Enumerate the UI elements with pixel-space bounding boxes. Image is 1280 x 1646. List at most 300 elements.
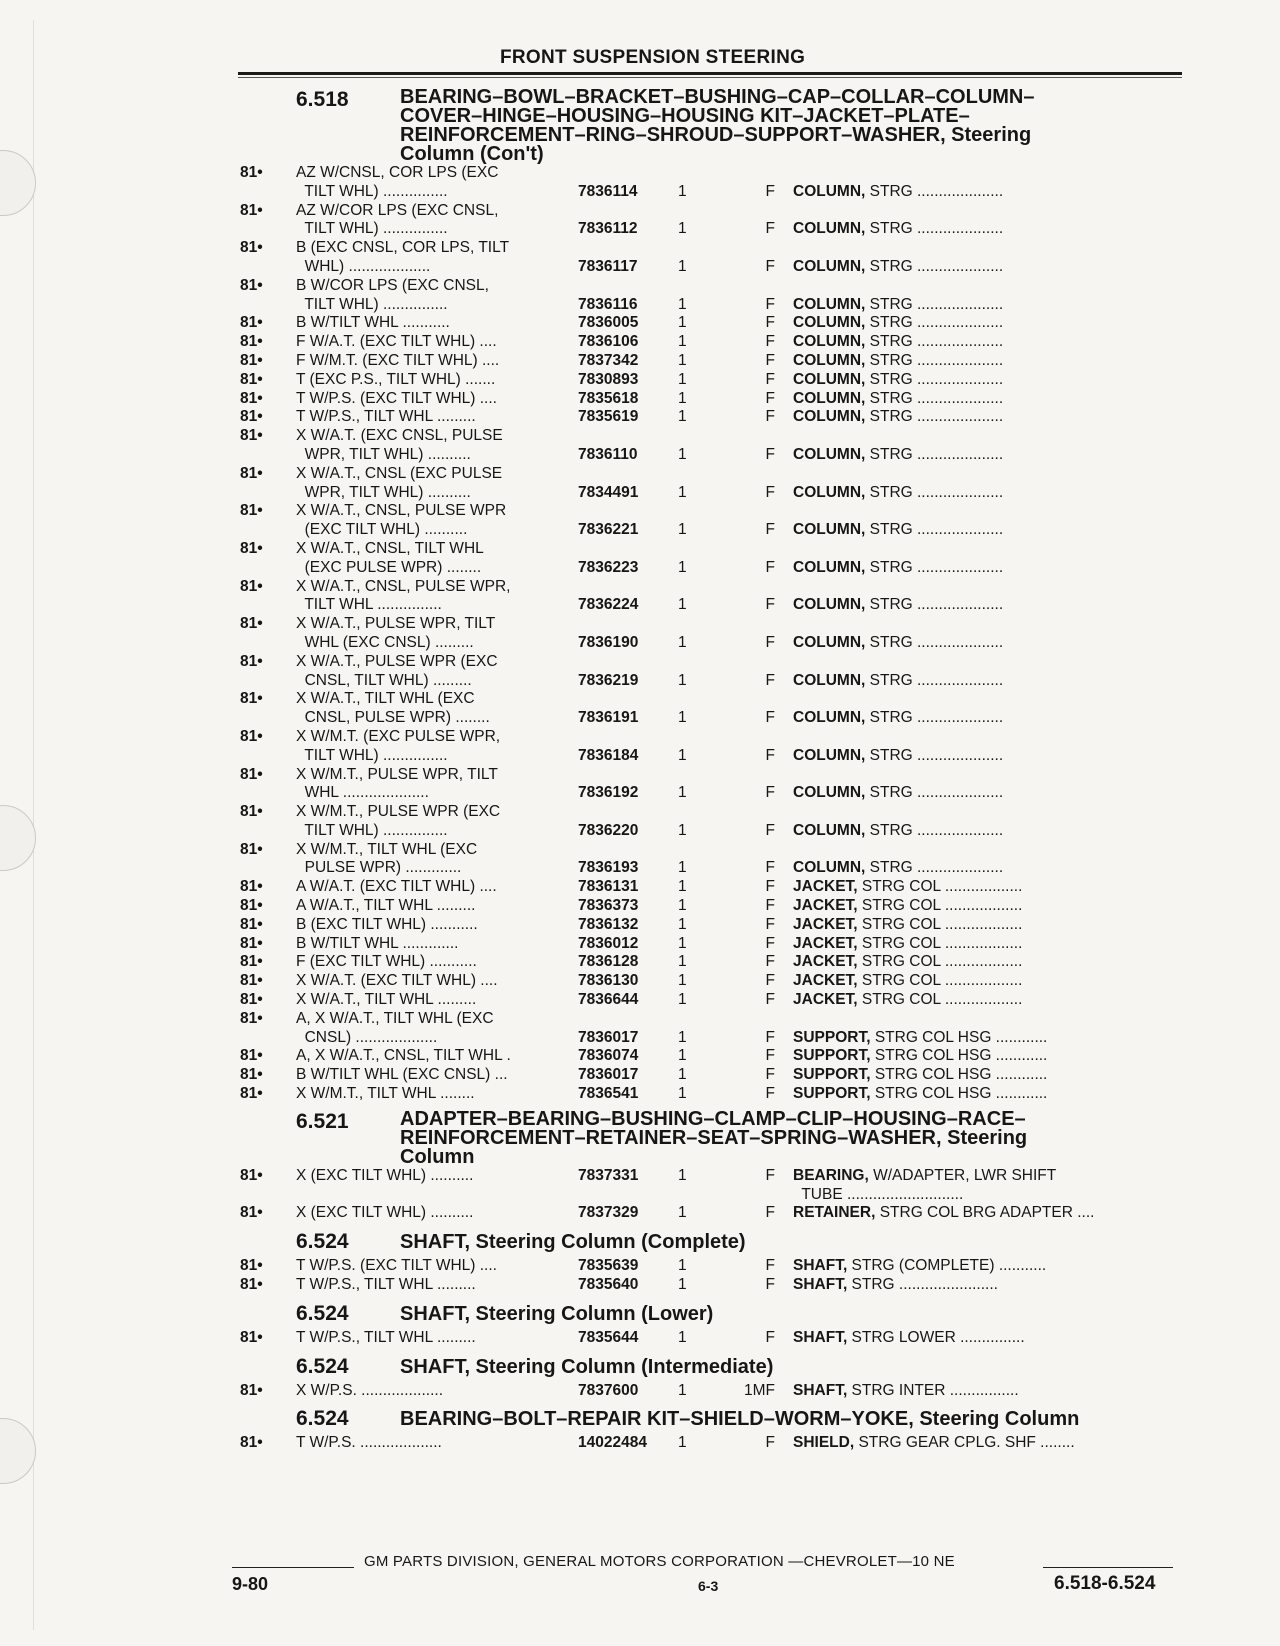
application-description: WPR, TILT WHL) .......... — [296, 445, 471, 463]
quantity: 1 — [678, 709, 687, 727]
source-flag: F — [765, 709, 775, 727]
application-description: X (EXC TILT WHL) .......... — [296, 1166, 474, 1184]
part-name — [793, 1257, 1190, 1276]
quantity — [678, 164, 733, 183]
quantity — [678, 202, 733, 221]
application-description: X W/A.T., CNSL, PULSE WPR — [296, 502, 507, 520]
application-description: X W/A.T. (EXC CNSL, PULSE — [296, 427, 503, 445]
part-number — [578, 427, 678, 446]
model-code — [240, 747, 296, 766]
quantity: 1 — [678, 408, 687, 426]
source-flag: F — [765, 596, 775, 614]
source-flag — [733, 202, 793, 221]
part-name — [793, 465, 1190, 484]
application-description: X W/P.S. ................... — [296, 1381, 444, 1399]
source-flag — [733, 465, 793, 484]
part-name-detail: STRG COL HSG ............ — [870, 1085, 1048, 1103]
table-row — [240, 277, 1190, 296]
model-code — [240, 521, 296, 540]
table-row — [240, 239, 1190, 258]
part-name-noun: SUPPORT, — [793, 1028, 871, 1046]
model-code: 81• — [240, 389, 263, 407]
quantity — [678, 615, 733, 634]
source-flag — [733, 615, 793, 634]
part-number: 7836190 — [578, 633, 639, 651]
model-code — [240, 220, 296, 239]
table-row — [240, 1010, 1190, 1029]
table-row — [240, 766, 1190, 785]
quantity: 1 — [678, 351, 687, 369]
application-description: TILT WHL ............... — [296, 596, 442, 614]
part-name — [793, 183, 1190, 202]
source-flag — [733, 164, 793, 183]
part-name-noun: COLUMN, — [793, 220, 866, 238]
part-name-noun: JACKET, — [793, 991, 858, 1009]
application-description: WHL (EXC CNSL) ......... — [296, 633, 474, 651]
part-name — [793, 897, 1190, 916]
quantity: 1 — [678, 389, 687, 407]
footer-rule — [1043, 1567, 1173, 1568]
parts-listing — [240, 88, 1190, 1453]
part-number: 7836373 — [578, 897, 639, 915]
part-number — [578, 164, 678, 183]
source-flag: F — [765, 445, 775, 463]
part-name-detail: STRG LOWER ............... — [847, 1328, 1025, 1346]
model-code: 81• — [240, 991, 263, 1009]
part-name-noun: JACKET, — [793, 897, 858, 915]
quantity: 1 — [678, 1085, 687, 1103]
table-row — [240, 502, 1190, 521]
table-row — [240, 1047, 1190, 1066]
model-code: 81• — [240, 972, 263, 990]
part-name — [793, 1204, 1190, 1223]
part-name-noun: COLUMN, — [793, 671, 866, 689]
source-flag: F — [765, 784, 775, 802]
model-code: 81• — [240, 1276, 263, 1294]
footer-publisher: GM PARTS DIVISION, GENERAL MOTORS CORPORATION —CHEVROLET—10 NE — [364, 1553, 955, 1570]
part-name — [793, 766, 1190, 785]
application-description: T W/P.S., TILT WHL ......... — [296, 1276, 476, 1294]
part-name — [793, 672, 1190, 691]
part-name-detail: STRG .................... — [865, 351, 1004, 369]
source-flag — [733, 427, 793, 446]
part-number: 7837342 — [578, 351, 639, 369]
part-name-detail: STRG COL .................. — [857, 991, 1023, 1009]
part-number: 7835618 — [578, 389, 639, 407]
application-description: X W/A.T. (EXC TILT WHL) .... — [296, 972, 498, 990]
part-name — [793, 164, 1190, 183]
section-number: 6.524 — [296, 1407, 349, 1431]
part-number — [578, 1186, 678, 1205]
part-name-detail: STRG .................... — [865, 182, 1004, 200]
source-flag: F — [765, 1166, 775, 1184]
header-rule — [238, 77, 1182, 78]
application-description: A, X W/A.T., TILT WHL (EXC — [296, 1009, 494, 1027]
application-description: (EXC TILT WHL) .......... — [296, 521, 468, 539]
table-row — [240, 803, 1190, 822]
model-code: 81• — [240, 314, 263, 332]
part-name — [793, 1010, 1190, 1029]
quantity: 1 — [678, 182, 687, 200]
model-code — [240, 258, 296, 277]
source-flag: F — [765, 878, 775, 896]
part-name — [793, 390, 1190, 409]
source-flag: F — [765, 1328, 775, 1346]
footer-page-number: 6-3 — [698, 1578, 719, 1594]
part-name — [793, 803, 1190, 822]
part-number — [578, 766, 678, 785]
section-title-line: ADAPTER–BEARING–BUSHING–CLAMP–CLIP–HOUSING–RACE– — [400, 1107, 1026, 1130]
quantity: 1 — [678, 671, 687, 689]
part-number: 7836012 — [578, 934, 639, 952]
part-name-detail: STRG .................... — [865, 370, 1004, 388]
part-name-noun: COLUMN, — [793, 408, 866, 426]
source-flag: F — [765, 182, 775, 200]
binder-hole — [0, 150, 36, 216]
footer-section-range: 6.518-6.524 — [1054, 1573, 1156, 1594]
model-code: 81• — [240, 427, 263, 445]
quantity: 1 — [678, 1166, 687, 1184]
model-code: 81• — [240, 1066, 263, 1084]
section-title-line: SHAFT, Steering Column (Intermediate) — [400, 1355, 774, 1378]
part-name — [793, 615, 1190, 634]
section-heading — [240, 1408, 1190, 1430]
application-description: B W/TILT WHL (EXC CNSL) ... — [296, 1066, 508, 1084]
application-description: TILT WHL) ............... — [296, 220, 448, 238]
quantity — [678, 1186, 733, 1205]
part-name-noun: COLUMN, — [793, 182, 866, 200]
table-row — [240, 728, 1190, 747]
part-number: 7836130 — [578, 972, 639, 990]
model-code: 81• — [240, 539, 263, 557]
quantity — [678, 841, 733, 860]
quantity: 1 — [678, 1257, 687, 1275]
quantity — [678, 427, 733, 446]
source-flag: F — [765, 934, 775, 952]
model-code: 81• — [240, 803, 263, 821]
part-number: 7836541 — [578, 1085, 639, 1103]
application-description: (EXC PULSE WPR) ........ — [296, 558, 482, 576]
table-row — [240, 1382, 1190, 1401]
application-description: TILT WHL) ............... — [296, 746, 448, 764]
model-code: 81• — [240, 1085, 263, 1103]
part-number — [578, 841, 678, 860]
part-name-noun: COLUMN, — [793, 333, 866, 351]
model-code: 81• — [240, 915, 263, 933]
table-row-continuation — [240, 859, 1190, 878]
part-name — [793, 559, 1190, 578]
part-number: 7836128 — [578, 953, 639, 971]
table-row — [240, 916, 1190, 935]
model-code: 81• — [240, 164, 263, 181]
source-flag — [733, 728, 793, 747]
part-name — [793, 408, 1190, 427]
model-code — [240, 484, 296, 503]
table-row — [240, 1066, 1190, 1085]
part-number: 7836644 — [578, 991, 639, 1009]
part-name — [793, 220, 1190, 239]
part-number: 7836224 — [578, 596, 639, 614]
part-name-detail: STRG .................... — [865, 295, 1004, 313]
part-name-detail: TUBE ........................... — [793, 1185, 964, 1203]
part-name — [793, 1167, 1190, 1186]
section-title — [400, 88, 1190, 164]
footer-rule — [232, 1567, 354, 1568]
part-number — [578, 803, 678, 822]
table-row-continuation — [240, 784, 1190, 803]
part-name — [793, 521, 1190, 540]
source-flag — [733, 578, 793, 597]
quantity: 1 — [678, 220, 687, 238]
quantity — [678, 277, 733, 296]
part-name-noun: COLUMN, — [793, 633, 866, 651]
part-name-detail: STRG .................... — [865, 333, 1004, 351]
table-row-continuation — [240, 484, 1190, 503]
model-code — [240, 296, 296, 315]
source-flag: 1MF — [744, 1381, 775, 1399]
application-description: WHL) ................... — [296, 257, 431, 275]
application-description: CNSL, TILT WHL) ......... — [296, 671, 472, 689]
table-row — [240, 972, 1190, 991]
source-flag: F — [765, 1085, 775, 1103]
section-heading — [240, 1107, 1190, 1168]
part-name-detail: STRG INTER ................ — [847, 1381, 1019, 1399]
application-description: PULSE WPR) ............. — [296, 859, 462, 877]
section-title-line: Column — [400, 1145, 475, 1168]
source-flag: F — [765, 633, 775, 651]
model-code: 81• — [240, 370, 263, 388]
model-code — [240, 446, 296, 465]
part-name-noun: SUPPORT, — [793, 1066, 871, 1084]
part-name — [793, 314, 1190, 333]
section-number: 6.521 — [296, 1109, 349, 1133]
part-name-noun: JACKET, — [793, 934, 858, 952]
part-name-detail: STRG COL HSG ............ — [870, 1028, 1048, 1046]
source-flag: F — [765, 897, 775, 915]
table-row-continuation — [240, 596, 1190, 615]
part-name-noun: COLUMN, — [793, 389, 866, 407]
table-row — [240, 878, 1190, 897]
section-title-line: REINFORCEMENT–RETAINER–SEAT–SPRING–WASHER, Steering — [400, 1126, 1028, 1149]
application-description — [296, 1186, 578, 1205]
part-name-detail: STRG COL .................. — [857, 915, 1023, 933]
source-flag — [733, 502, 793, 521]
source-flag: F — [765, 1066, 775, 1084]
table-row — [240, 935, 1190, 954]
application-description: X W/A.T., CNSL, TILT WHL — [296, 539, 484, 557]
table-row — [240, 953, 1190, 972]
part-name — [793, 690, 1190, 709]
source-flag — [733, 239, 793, 258]
part-name-noun: RETAINER, — [793, 1204, 876, 1222]
table-row-continuation — [240, 446, 1190, 465]
section-title-line: BEARING–BOWL–BRACKET–BUSHING–CAP–COLLAR–COLUMN– — [400, 86, 1035, 108]
model-code: 81• — [240, 1166, 263, 1184]
application-description: X W/A.T., CNSL, PULSE WPR, — [296, 577, 511, 595]
application-description: T W/P.S. ................... — [296, 1434, 442, 1452]
model-code: 81• — [240, 690, 263, 708]
part-name-noun: COLUMN, — [793, 821, 866, 839]
quantity: 1 — [678, 991, 687, 1009]
part-name-detail: STRG .................... — [865, 314, 1004, 332]
quantity: 1 — [678, 1434, 687, 1452]
part-name — [793, 953, 1190, 972]
part-number: 7835640 — [578, 1276, 639, 1294]
part-name — [793, 747, 1190, 766]
table-row — [240, 1167, 1190, 1186]
part-number — [578, 465, 678, 484]
application-description: B (EXC CNSL, COR LPS, TILT — [296, 239, 510, 257]
source-flag — [733, 690, 793, 709]
application-description: AZ W/CNSL, COR LPS (EXC — [296, 164, 499, 181]
part-name-detail: STRG .................... — [865, 558, 1004, 576]
model-code — [240, 859, 296, 878]
section-title-line: SHAFT, Steering Column (Lower) — [400, 1302, 714, 1325]
application-description: A W/A.T., TILT WHL ......... — [296, 897, 476, 915]
part-name-noun: BEARING, — [793, 1166, 869, 1184]
source-flag: F — [765, 351, 775, 369]
source-flag: F — [765, 859, 775, 877]
part-number: 7836132 — [578, 915, 639, 933]
part-name-detail: STRG .................... — [865, 671, 1004, 689]
page-title: FRONT SUSPENSION STEERING — [500, 47, 806, 68]
application-description: T W/P.S. (EXC TILT WHL) .... — [296, 389, 497, 407]
application-description: TILT WHL) ............... — [296, 821, 448, 839]
part-name-noun: SUPPORT, — [793, 1085, 871, 1103]
source-flag: F — [765, 1204, 775, 1222]
part-name-detail: STRG .................... — [865, 821, 1004, 839]
model-code: 81• — [240, 840, 263, 858]
model-code — [240, 559, 296, 578]
part-name-noun: SHAFT, — [793, 1276, 848, 1294]
part-name — [793, 1047, 1190, 1066]
quantity: 1 — [678, 859, 687, 877]
table-row-continuation — [240, 521, 1190, 540]
quantity: 1 — [678, 257, 687, 275]
part-name-noun: COLUMN, — [793, 445, 866, 463]
part-name-detail: STRG (COMPLETE) ........... — [847, 1257, 1047, 1275]
source-flag: F — [765, 1434, 775, 1452]
quantity — [678, 1010, 733, 1029]
part-name-noun: JACKET, — [793, 972, 858, 990]
part-name-noun: COLUMN, — [793, 558, 866, 576]
source-flag: F — [765, 671, 775, 689]
part-number: 7837329 — [578, 1204, 639, 1222]
model-code: 81• — [240, 1257, 263, 1275]
application-description: F W/M.T. (EXC TILT WHL) .... — [296, 351, 500, 369]
table-row-continuation — [240, 709, 1190, 728]
part-name-noun: COLUMN, — [793, 709, 866, 727]
model-code: 81• — [240, 1204, 263, 1222]
quantity: 1 — [678, 878, 687, 896]
part-number: 7836191 — [578, 709, 639, 727]
model-code: 81• — [240, 765, 263, 783]
part-name — [793, 935, 1190, 954]
application-description: B (EXC TILT WHL) ........... — [296, 915, 478, 933]
part-name — [793, 202, 1190, 221]
section-title-line: REINFORCEMENT–RING–SHROUD–SUPPORT–WASHER, Steering — [400, 124, 1032, 146]
part-number — [578, 540, 678, 559]
model-code: 81• — [240, 652, 263, 670]
quantity — [678, 578, 733, 597]
model-code: 81• — [240, 408, 263, 426]
part-number: 7836192 — [578, 784, 639, 802]
table-row — [240, 465, 1190, 484]
part-name — [793, 1434, 1190, 1453]
part-name-detail: STRG .................... — [865, 521, 1004, 539]
table-row — [240, 427, 1190, 446]
model-code: 81• — [240, 502, 263, 520]
part-number — [578, 728, 678, 747]
part-name-detail: STRG .................... — [865, 389, 1004, 407]
part-name-detail: STRG .................... — [865, 445, 1004, 463]
model-code — [240, 672, 296, 691]
section-heading — [240, 1356, 1190, 1378]
model-code: 81• — [240, 1381, 263, 1399]
application-description: F W/A.T. (EXC TILT WHL) .... — [296, 333, 497, 351]
table-row — [240, 202, 1190, 221]
part-number: 7836114 — [578, 182, 638, 200]
part-name — [793, 841, 1190, 860]
source-flag: F — [765, 521, 775, 539]
part-number: 14022484 — [578, 1434, 647, 1452]
table-row — [240, 1085, 1190, 1104]
source-flag — [733, 1010, 793, 1029]
application-description: T W/P.S., TILT WHL ......... — [296, 1328, 476, 1346]
part-name-detail: STRG COL .................. — [857, 953, 1023, 971]
section-title — [400, 1408, 1190, 1430]
source-flag — [733, 766, 793, 785]
table-row — [240, 1257, 1190, 1276]
section-number: 6.524 — [296, 1301, 349, 1325]
application-description: T (EXC P.S., TILT WHL) ....... — [296, 370, 496, 388]
part-name-detail: STRG COL .................. — [857, 878, 1023, 896]
part-number — [578, 239, 678, 258]
quantity: 1 — [678, 596, 687, 614]
part-name — [793, 991, 1190, 1010]
table-row — [240, 841, 1190, 860]
part-name-detail: STRG .................... — [865, 633, 1004, 651]
table-row — [240, 390, 1190, 409]
quantity — [678, 803, 733, 822]
part-name-noun: COLUMN, — [793, 351, 866, 369]
table-row-continuation — [240, 822, 1190, 841]
quantity — [678, 239, 733, 258]
source-flag: F — [765, 483, 775, 501]
quantity — [678, 690, 733, 709]
application-description: X W/A.T., PULSE WPR (EXC — [296, 652, 498, 670]
model-code — [240, 822, 296, 841]
part-name-detail: STRG .................... — [865, 220, 1004, 238]
table-row — [240, 1276, 1190, 1295]
quantity — [678, 502, 733, 521]
part-number: 7835639 — [578, 1257, 639, 1275]
binder-hole — [0, 1418, 36, 1484]
source-flag: F — [765, 991, 775, 1009]
table-row-continuation — [240, 559, 1190, 578]
section-number: 6.524 — [296, 1230, 349, 1254]
application-description: CNSL, PULSE WPR) ........ — [296, 709, 490, 727]
part-number — [578, 653, 678, 672]
quantity: 1 — [678, 1066, 687, 1084]
section-number: 6.518 — [296, 88, 349, 111]
source-flag: F — [765, 1028, 775, 1046]
table-row — [240, 1204, 1190, 1223]
part-name-noun: COLUMN, — [793, 859, 866, 877]
table-row — [240, 371, 1190, 390]
part-name-detail: STRG COL .................. — [857, 897, 1023, 915]
part-name — [793, 1029, 1190, 1048]
